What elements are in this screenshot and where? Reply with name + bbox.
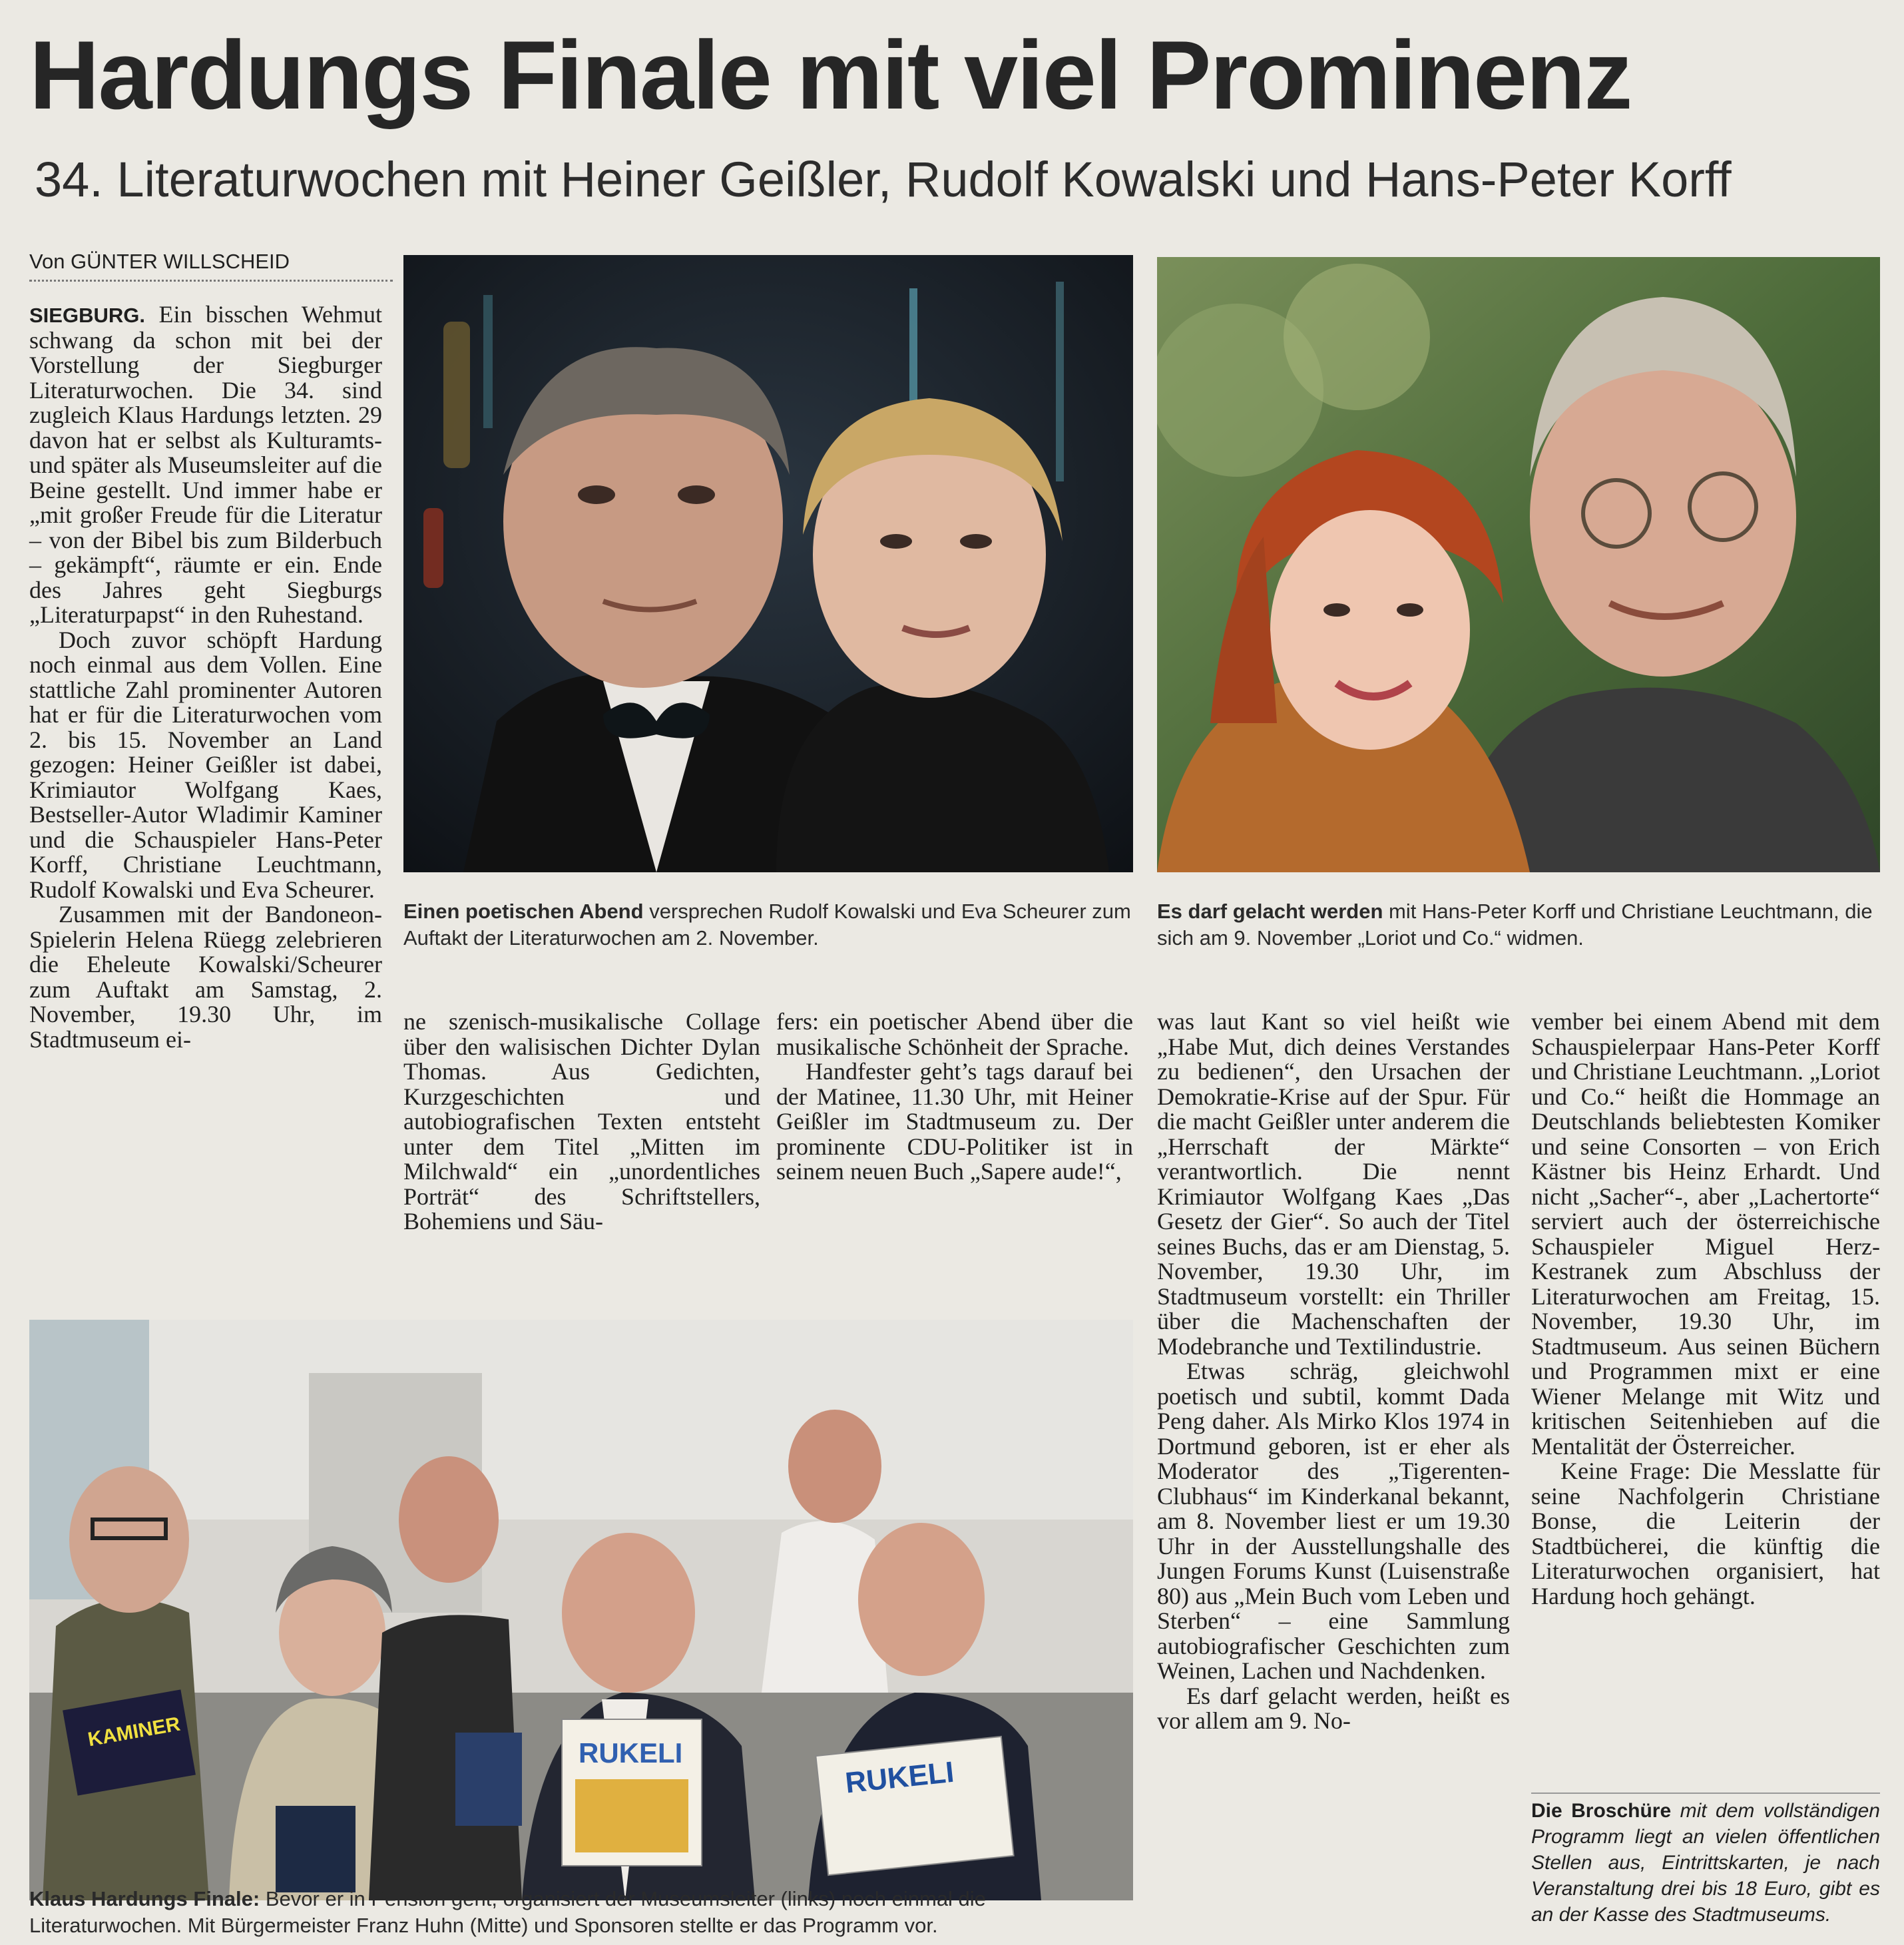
paragraph: vember bei einem Abend mit dem Schauspielerpaar Hans-Peter Korff und Christiane Leuchtmann. „Loriot und Co.“ heißt die Hommage an Deutschlands beliebtesten Komiker und seine Consorten – von Erich Kästner bis Heinz Erhardt. Und nicht „Sacher“-, aber „Lachertorte“ serviert auch der österreichische Schauspieler Miguel Herz-Kestranek zum Abschluss der Literaturwochen am Freitag, 15. November, 19.30 Uhr, im Stadtmuseum. Aus seinen Büchern und Programmen mixt er eine Wiener Melange mit Witz und kritischen Seitenhieben auf die Mentalität der Österreicher. bbox=[1531, 1008, 1880, 1460]
photo-illustration bbox=[403, 255, 1133, 872]
article-column-2 bbox=[403, 1009, 760, 1235]
headline: Hardungs Finale mit viel Prominenz bbox=[29, 21, 1632, 129]
paragraph: Handfester geht’s tags darauf bei der Matinee, 11.30 Uhr, mit Heiner Geißler im Stadtmuseum zu. Der prominente CDU-Politiker ist in seinem neuen Buch „Sapere aude!“, bbox=[776, 1058, 1133, 1185]
paragraph: Doch zuvor schöpft Hardung noch einmal aus dem Vollen. Eine stattliche Zahl prominenter Autoren hat er für die Literaturwochen vom 2. bis 15. November an Land gezogen: Heiner Geißler ist dabei, Krimiautor Wolfgang Kaes, Bestseller-Autor Wladimir Kaminer und die Schauspieler Hans-Peter Korff, Christiane Leuchtmann, Rudolf Kowalski und Eva Scheurer. bbox=[29, 626, 382, 903]
article-column-5 bbox=[1531, 1009, 1880, 1609]
paragraph: Keine Frage: Die Messlatte für seine Nachfolgerin Christiane Bonse, die Leiterin der Stadtbücherei, die künftig die Literaturwochen organisiert, hat Hardung hoch gehängt. bbox=[1531, 1458, 1880, 1609]
dateline: SIEGBURG. bbox=[29, 304, 145, 327]
photo-kowalski-scheurer bbox=[403, 255, 1133, 872]
photo-illustration bbox=[29, 1320, 1133, 1900]
book-title-rukeli-center: RUKELI bbox=[579, 1737, 683, 1769]
paragraph: was laut Kant so viel heißt wie „Habe Mut, dich deines Verstandes zu bedienen“, den Ursachen der Demokratie-Krise auf der Spur. Für die macht Geißler unter anderem die „Herrschaft der Märkte“ verantwortlich. Die nennt Krimiautor Wolfgang Kaes „Das Gesetz der Gier“. So auch der Titel seines Buchs, das er am Dienstag, 5. November, 19.30 Uhr, im Stadtmuseum vorstellt: ein Thriller über die Machenschaften der Modebranche und Textilindustrie. bbox=[1157, 1008, 1510, 1360]
paragraph: Zusammen mit der Bandoneon-Spielerin Helena Rüegg zelebrieren die Eheleute Kowalski/Scheurer zum Auftakt am Samstag, 2. November, 19.30 Uhr, im Stadtmuseum ei- bbox=[29, 901, 382, 1053]
book-title-rukeli-right: RUKELI bbox=[843, 1755, 956, 1800]
info-divider bbox=[1531, 1793, 1880, 1794]
article-column-3 bbox=[776, 1009, 1133, 1185]
subheadline: 34. Literaturwochen mit Heiner Geißler, Rudolf Kowalski und Hans-Peter Korff bbox=[35, 152, 1732, 207]
paragraph: fers: ein poetischer Abend über die musikalische Schönheit der Sprache. bbox=[776, 1008, 1133, 1060]
article-column-1 bbox=[29, 302, 382, 1052]
caption-photo-1: Einen poetischen Abend versprechen Rudolf Kowalski und Eva Scheurer zum Auftakt der Literaturwochen am 2. November. bbox=[403, 900, 1131, 950]
caption-group-photo: Klaus Hardungs Finale: Bevor er in Pension geht, organisiert der Museumsleiter (links) noch einmal die Literaturwochen. Mit Bürgermeister Franz Huhn (Mitte) und Sponsoren stellte er das Programm vor. bbox=[29, 1887, 986, 1937]
paragraph: SIEGBURG. Ein bisschen Wehmut schwang da schon mit bei der Vorstellung der Siegburger Literaturwochen. Die 34. sind zugleich Klaus Hardungs letzten. 29 davon hat er selbst als Kulturamts- und später als Museumsleiter auf die Beine gestellt. Und immer habe er „mit großer Freude für die Literatur – von der Bibel bis zum Bilderbuch – gekämpft“, räumte er ein. Ende des Jahres geht Siegburgs „Literaturpapst“ in den Ruhestand. bbox=[29, 301, 382, 628]
caption-photo-2: Es darf gelacht werden mit Hans-Peter Korff und Christiane Leuchtmann, die sich am 9. November „Loriot und Co.“ widmen. bbox=[1157, 900, 1873, 950]
info-box: Die Broschüre mit dem vollständigen Programm liegt an vielen öffentlichen Stellen aus, Eintrittskarten, je nach Veranstaltung drei bis 18 Euro, gibt es an der Kasse des Stadtmuseums. bbox=[1531, 1800, 1880, 1926]
paragraph: Etwas schräg, gleichwohl poetisch und subtil, kommt Dada Peng daher. Als Mirko Klos 1974 in Dortmund geboren, ist er eher als Moderator des „Tigerenten-Clubhaus“ im Kinderkanal bekannt, am 8. November liest er um 19.30 Uhr in der Ausstellungshalle des Jungen Forums Kunst (Luisenstraße 80) aus „Mein Buch vom Leben und Sterben“ – eine Sammlung autobiografischer Geschichten zum Weinen, Lachen und Nachdenken. bbox=[1157, 1358, 1510, 1684]
byline: Von GÜNTER WILLSCHEID bbox=[29, 248, 393, 282]
photo-group-presentation bbox=[29, 1320, 1133, 1900]
article-column-4 bbox=[1157, 1009, 1510, 1734]
photo-illustration bbox=[1157, 257, 1880, 872]
paragraph: Es darf gelacht werden, heißt es vor allem am 9. No- bbox=[1157, 1682, 1510, 1734]
photo-korff-leuchtmann bbox=[1157, 257, 1880, 872]
book-title-kaminer: KAMINER bbox=[86, 1713, 182, 1751]
paragraph: ne szenisch-musikalische Collage über den walisischen Dichter Dylan Thomas. Aus Gedichten, Kurzgeschichten und autobiografischen Texten entsteht unter dem Titel „Mitten im Milchwald“ ein „unordentliches Porträt“ des Schriftstellers, Bohemiens und Säu- bbox=[403, 1008, 760, 1235]
